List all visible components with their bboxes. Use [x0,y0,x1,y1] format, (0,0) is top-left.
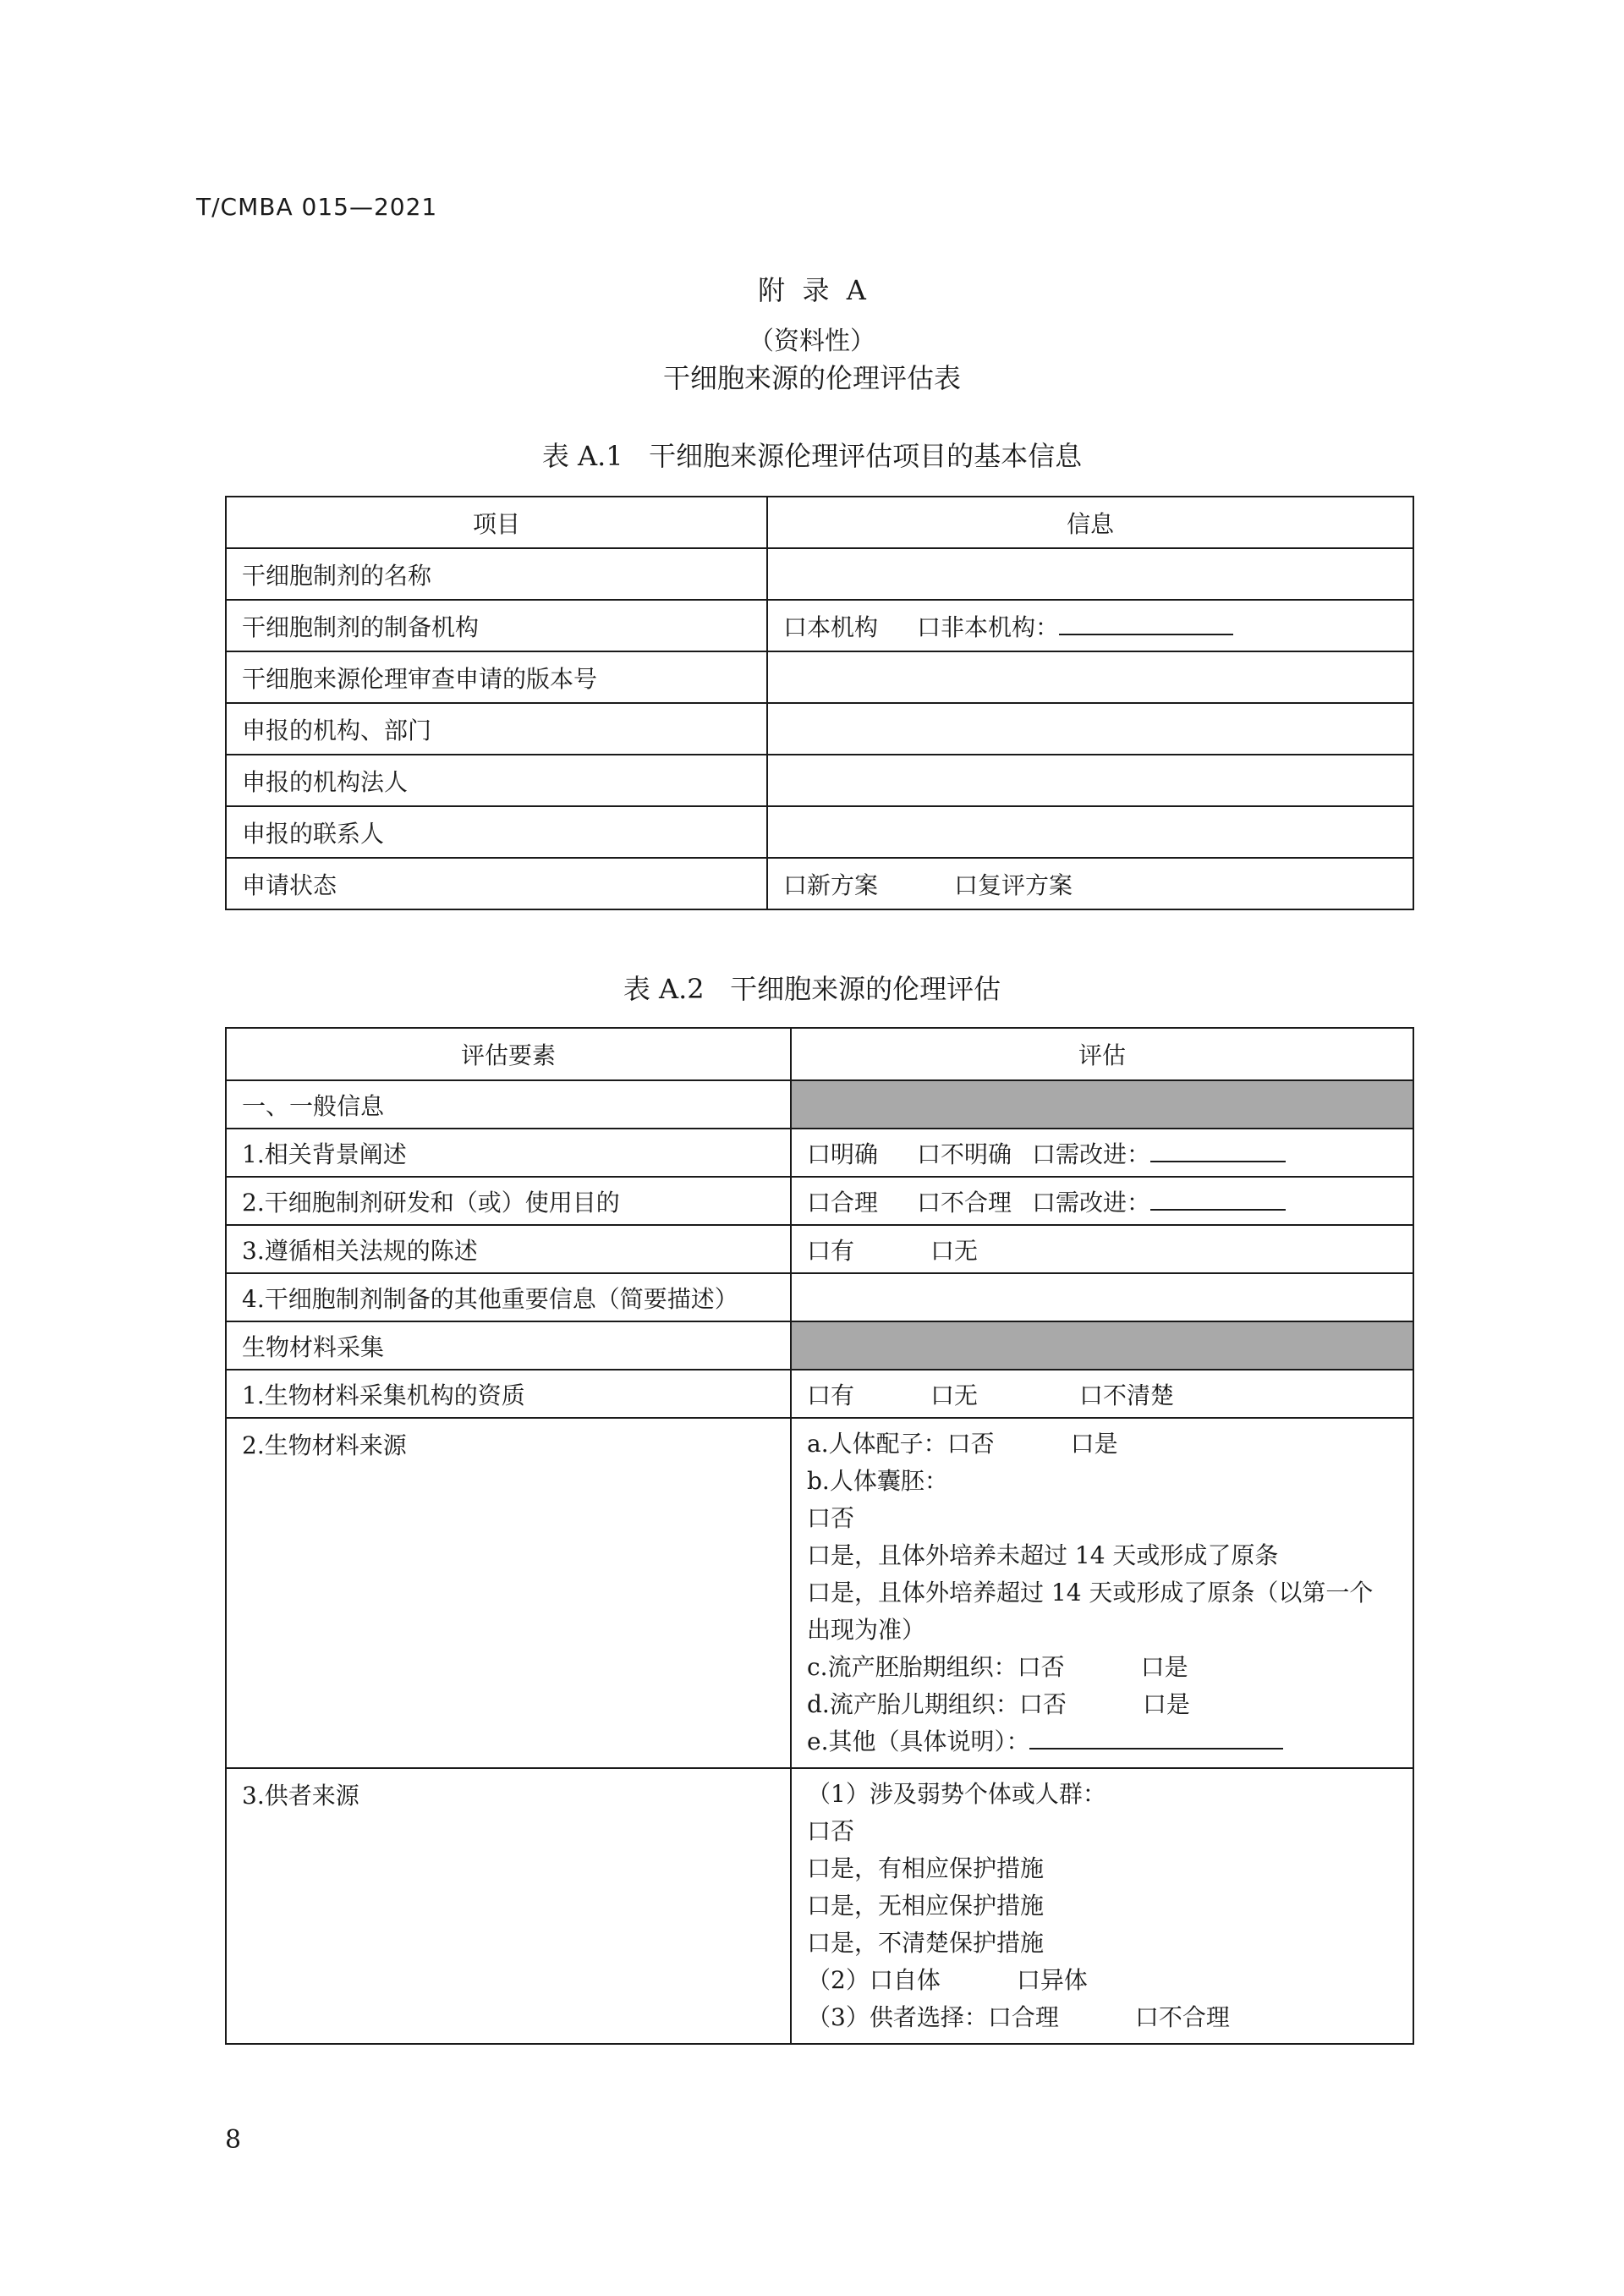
page-number: 8 [225,2125,242,2155]
checkbox-option[interactable]: 口有 [807,1236,855,1265]
table-header-row [226,497,1413,548]
table-row [226,1225,1413,1273]
basic-info-table [225,496,1414,910]
row-value [791,1129,1413,1177]
annex-name: 干细胞来源的伦理评估表 [662,362,961,394]
checkbox-option[interactable]: 口新方案 [783,871,879,899]
section-shading [791,1080,1413,1129]
table-row [226,806,1413,858]
checkbox-option[interactable]: 口不清楚 [1079,1381,1175,1409]
checkbox-option[interactable]: 口是，且体外培养未超过 14 天或形成了原条 [807,1541,1279,1569]
table-row [226,1768,1413,2044]
checkbox-option[interactable]: 口是 [1142,1690,1190,1718]
row-label: 1.生物材料采集机构的资质 [226,1370,791,1418]
table-row [226,1273,1413,1321]
row-label: 申请状态 [226,858,767,909]
section-label: 一、一般信息 [226,1080,791,1129]
row-value [791,1370,1413,1418]
row-label: 申报的机构法人 [226,755,767,806]
row-value [791,1418,1413,1768]
row-label: 4.干细胞制剂制备的其他重要信息（简要描述） [226,1273,791,1321]
table2-caption: 表 A.2 干细胞来源的伦理评估 [623,973,1001,1005]
checkbox-option[interactable]: 口合理 [807,1188,879,1217]
option-label[interactable]: c.流产胚胎期组织：口否 [807,1653,1065,1681]
table-row [226,858,1413,909]
checkbox-option[interactable]: 口需改进： [1032,1188,1151,1217]
table-row [226,703,1413,755]
option-label: （1）涉及弱势个体或人群： [807,1780,1106,1808]
table-row [226,1177,1413,1225]
header-info: 信息 [767,497,1413,548]
row-label: 2.生物材料来源 [226,1418,791,1768]
ethics-assessment-table [225,1027,1414,2045]
checkbox-option[interactable]: 口异体 [1016,1966,1088,1994]
row-label: 3.供者来源 [226,1768,791,2044]
fill-in-blank[interactable] [1150,1157,1286,1162]
header-element: 评估要素 [226,1028,791,1080]
row-value [791,1768,1413,2044]
checkbox-option[interactable]: 口无 [930,1381,979,1409]
option-continuation: 出现为准） [807,1616,926,1644]
checkbox-option[interactable]: 口是，无相应保护措施 [807,1892,1045,1920]
option-label: e.其他（具体说明）： [807,1727,1030,1755]
checkbox-option[interactable]: （2）口自体 [807,1966,941,1994]
checkbox-option[interactable]: 口需改进： [1032,1140,1151,1168]
section-row [226,1080,1413,1129]
row-label: 干细胞制剂的制备机构 [226,600,767,651]
checkbox-option[interactable]: 口有 [807,1381,855,1409]
header-assessment: 评估 [791,1028,1413,1080]
checkbox-option[interactable]: 口是 [1140,1653,1188,1681]
row-label: 1.相关背景阐述 [226,1129,791,1177]
option-label[interactable]: d.流产胎儿期组织：口否 [807,1690,1067,1718]
standard-code: T/CMBA 015—2021 [196,193,438,221]
section-shading [791,1321,1413,1370]
checkbox-option[interactable]: 口否 [807,1504,855,1532]
row-value [791,1273,1413,1321]
fill-in-blank[interactable] [1029,1744,1283,1749]
table-row [226,1370,1413,1418]
row-value [767,651,1413,703]
section-row [226,1321,1413,1370]
checkbox-option[interactable]: 口是，有相应保护措施 [807,1854,1045,1882]
row-label: 干细胞来源伦理审查申请的版本号 [226,651,767,703]
row-value [767,755,1413,806]
fill-in-blank[interactable] [1150,1206,1286,1211]
checkbox-option[interactable]: 口否 [807,1817,855,1845]
row-value [767,703,1413,755]
checkbox-option[interactable]: 口复评方案 [954,871,1073,899]
row-value [767,548,1413,600]
checkbox-option[interactable]: （3）供者选择：口合理 [807,2003,1059,2031]
annex-nature: （资料性） [749,327,875,356]
table-row [226,600,1413,651]
header-item: 项目 [226,497,767,548]
section-label: 生物材料采集 [226,1321,791,1370]
checkbox-option[interactable]: 口非本机构： [917,612,1060,641]
checkbox-option[interactable]: 口不合理 [1134,2003,1230,2031]
checkbox-option[interactable]: 口无 [930,1236,979,1265]
table-row [226,548,1413,600]
checkbox-option[interactable]: 口是 [1070,1430,1118,1458]
checkbox-option[interactable]: 口是，不清楚保护措施 [807,1929,1045,1957]
table-row [226,651,1413,703]
table1-caption: 表 A.1 干细胞来源伦理评估项目的基本信息 [541,440,1083,472]
fill-in-blank[interactable] [1059,630,1233,635]
row-label: 3.遵循相关法规的陈述 [226,1225,791,1273]
row-label: 申报的联系人 [226,806,767,858]
table-row [226,1418,1413,1768]
row-value [767,858,1413,909]
row-value [791,1225,1413,1273]
option-label: b.人体囊胚： [807,1467,948,1495]
row-value [767,600,1413,651]
row-label: 申报的机构、部门 [226,703,767,755]
checkbox-option[interactable]: 口是，且体外培养超过 14 天或形成了原条（以第一个 [807,1579,1374,1607]
row-label: 2.干细胞制剂研发和（或）使用目的 [226,1177,791,1225]
table-row [226,1129,1413,1177]
row-label: 干细胞制剂的名称 [226,548,767,600]
table-row [226,755,1413,806]
checkbox-option[interactable]: 口不明确 [917,1140,1012,1168]
checkbox-option[interactable]: 口明确 [807,1140,879,1168]
annex-title: 附 录 A [758,274,866,306]
row-value [791,1177,1413,1225]
checkbox-option[interactable]: 口不合理 [917,1188,1012,1217]
checkbox-option[interactable]: 口本机构 [783,612,879,641]
option-label[interactable]: a.人体配子：口否 [807,1430,995,1458]
table-header-row [226,1028,1413,1080]
row-value [767,806,1413,858]
